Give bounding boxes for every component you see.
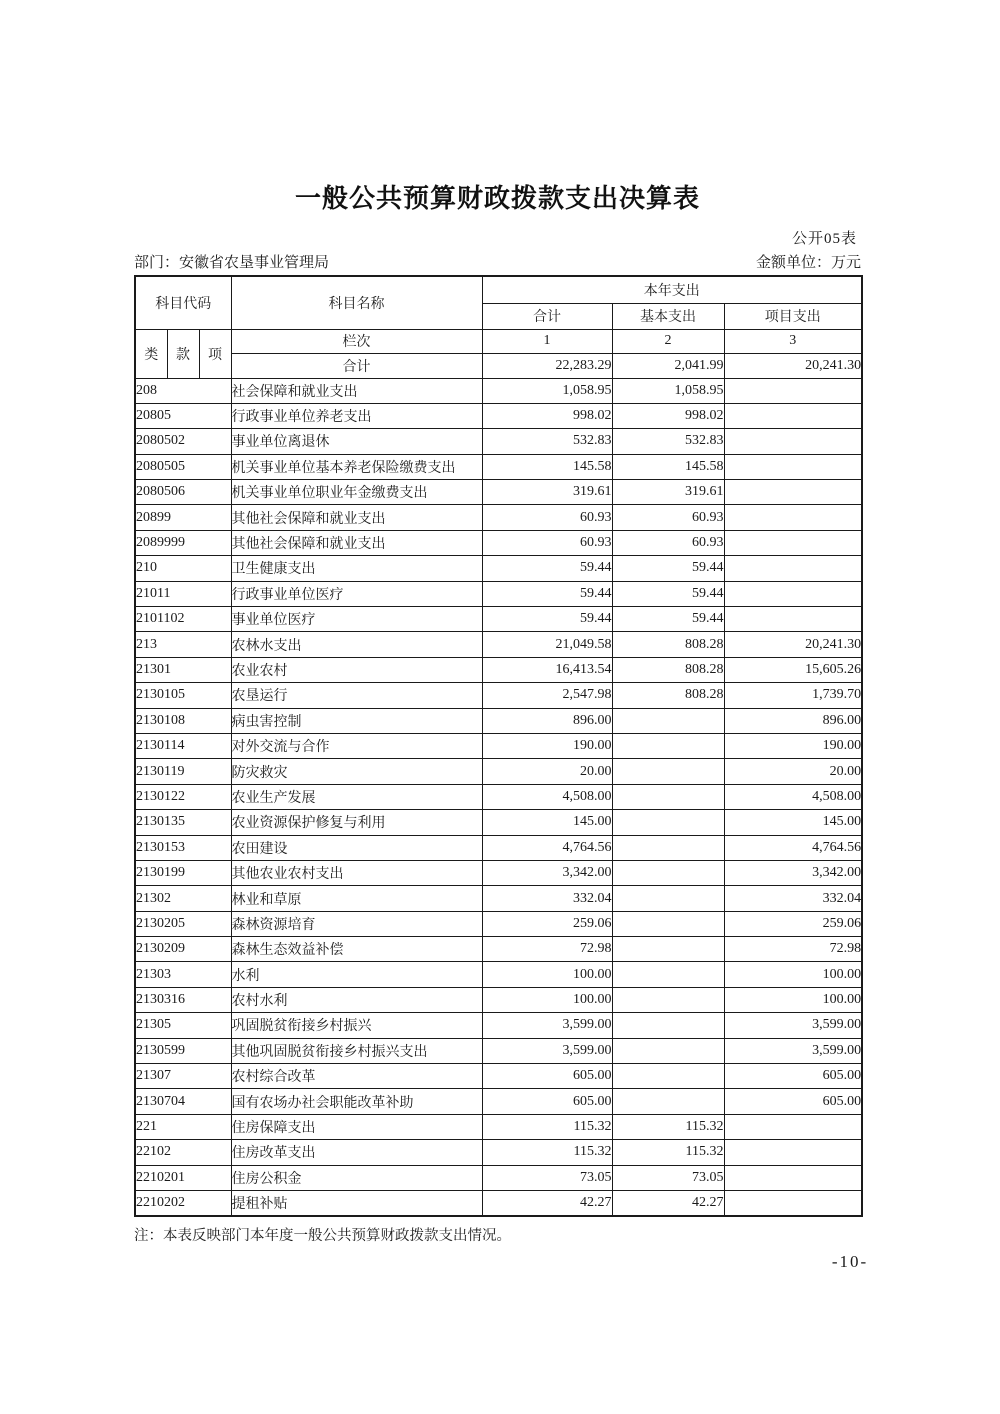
table-row bbox=[135, 708, 862, 733]
total-value-cell: 100.00 bbox=[482, 987, 612, 1012]
table-row bbox=[135, 835, 862, 860]
basic-value-cell: 1,058.95 bbox=[612, 378, 724, 403]
subject-code-cell: 2130108 bbox=[135, 708, 231, 733]
header-class: 类 bbox=[135, 329, 167, 378]
subject-name-cell: 病虫害控制 bbox=[231, 708, 482, 733]
basic-value-cell bbox=[612, 987, 724, 1012]
subject-code-cell: 2130153 bbox=[135, 835, 231, 860]
header-colnum-2: 2 bbox=[612, 329, 724, 353]
subject-code-cell: 2080502 bbox=[135, 429, 231, 454]
subject-code-cell: 2130119 bbox=[135, 759, 231, 784]
header-colnum-3: 3 bbox=[724, 329, 862, 353]
subject-code-cell: 21302 bbox=[135, 886, 231, 911]
subject-code-cell: 2080506 bbox=[135, 480, 231, 505]
header-row-3 bbox=[135, 329, 862, 353]
basic-value-cell bbox=[612, 860, 724, 885]
subject-code-cell: 2130316 bbox=[135, 987, 231, 1012]
subject-name-cell: 农业农村 bbox=[231, 657, 482, 682]
subject-code-cell: 2130599 bbox=[135, 1038, 231, 1063]
table-row bbox=[135, 403, 862, 428]
table-row bbox=[135, 911, 862, 936]
subject-code-cell: 2130122 bbox=[135, 784, 231, 809]
subject-code-cell: 2130205 bbox=[135, 911, 231, 936]
header-section: 款 bbox=[167, 329, 199, 378]
basic-value-cell bbox=[612, 962, 724, 987]
basic-value-cell: 998.02 bbox=[612, 403, 724, 428]
total-value-cell: 3,599.00 bbox=[482, 1038, 612, 1063]
subject-name-cell: 巩固脱贫衔接乡村振兴 bbox=[231, 1013, 482, 1038]
project-value-cell bbox=[724, 607, 862, 632]
total-value-cell: 59.44 bbox=[482, 581, 612, 606]
project-value-cell: 3,599.00 bbox=[724, 1038, 862, 1063]
basic-value-cell: 145.58 bbox=[612, 454, 724, 479]
basic-value-cell bbox=[612, 810, 724, 835]
total-value-cell: 532.83 bbox=[482, 429, 612, 454]
table-row bbox=[135, 1165, 862, 1190]
project-value-cell bbox=[724, 454, 862, 479]
basic-value-cell: 42.27 bbox=[612, 1191, 724, 1216]
table-row bbox=[135, 607, 862, 632]
total-value-cell: 3,599.00 bbox=[482, 1013, 612, 1038]
subject-code-cell: 21011 bbox=[135, 581, 231, 606]
header-row-1 bbox=[135, 276, 862, 303]
table-row bbox=[135, 378, 862, 403]
total-value-cell: 145.58 bbox=[482, 454, 612, 479]
project-value-cell: 4,508.00 bbox=[724, 784, 862, 809]
basic-value-cell bbox=[612, 1089, 724, 1114]
table-row bbox=[135, 429, 862, 454]
subject-code-cell: 221 bbox=[135, 1114, 231, 1139]
header-col-basic: 基本支出 bbox=[612, 303, 724, 329]
total-value-cell: 59.44 bbox=[482, 556, 612, 581]
project-value-cell bbox=[724, 1114, 862, 1139]
total-value-cell: 72.98 bbox=[482, 937, 612, 962]
project-value-cell bbox=[724, 480, 862, 505]
basic-value-cell: 59.44 bbox=[612, 581, 724, 606]
table-row bbox=[135, 1038, 862, 1063]
header-subject-code: 科目代码 bbox=[135, 276, 231, 329]
subject-code-cell: 22102 bbox=[135, 1140, 231, 1165]
total-value-cell: 4,764.56 bbox=[482, 835, 612, 860]
header-subject-name: 科目名称 bbox=[231, 276, 482, 329]
summary-label: 合计 bbox=[231, 353, 482, 378]
total-value-cell: 1,058.95 bbox=[482, 378, 612, 403]
table-row bbox=[135, 556, 862, 581]
project-value-cell: 605.00 bbox=[724, 1064, 862, 1089]
table-body bbox=[135, 378, 862, 1216]
basic-value-cell: 60.93 bbox=[612, 505, 724, 530]
total-value-cell: 21,049.58 bbox=[482, 632, 612, 657]
page-number: -10- bbox=[831, 1252, 869, 1271]
subject-name-cell: 住房保障支出 bbox=[231, 1114, 482, 1139]
total-value-cell: 20.00 bbox=[482, 759, 612, 784]
basic-value-cell bbox=[612, 1064, 724, 1089]
table-row bbox=[135, 632, 862, 657]
table-row bbox=[135, 1114, 862, 1139]
table-row bbox=[135, 1089, 862, 1114]
subject-name-cell: 其他农业农村支出 bbox=[231, 860, 482, 885]
summary-total: 22,283.29 bbox=[482, 353, 612, 378]
subject-code-cell: 2130135 bbox=[135, 810, 231, 835]
total-value-cell: 59.44 bbox=[482, 607, 612, 632]
project-value-cell: 4,764.56 bbox=[724, 835, 862, 860]
table-row bbox=[135, 530, 862, 555]
table-row bbox=[135, 683, 862, 708]
total-value-cell: 100.00 bbox=[482, 962, 612, 987]
table-row bbox=[135, 886, 862, 911]
subject-code-cell: 2130105 bbox=[135, 683, 231, 708]
header-year-expenditure: 本年支出 bbox=[482, 276, 862, 303]
basic-value-cell: 115.32 bbox=[612, 1114, 724, 1139]
subject-name-cell: 其他社会保障和就业支出 bbox=[231, 505, 482, 530]
subject-code-cell: 2089999 bbox=[135, 530, 231, 555]
total-value-cell: 896.00 bbox=[482, 708, 612, 733]
project-value-cell bbox=[724, 530, 862, 555]
subject-code-cell: 21303 bbox=[135, 962, 231, 987]
subject-code-cell: 2130114 bbox=[135, 733, 231, 758]
basic-value-cell bbox=[612, 759, 724, 784]
basic-value-cell bbox=[612, 1038, 724, 1063]
basic-value-cell: 115.32 bbox=[612, 1140, 724, 1165]
project-value-cell bbox=[724, 581, 862, 606]
subject-name-cell: 住房改革支出 bbox=[231, 1140, 482, 1165]
total-value-cell: 16,413.54 bbox=[482, 657, 612, 682]
header-colnum-1: 1 bbox=[482, 329, 612, 353]
table-row bbox=[135, 505, 862, 530]
basic-value-cell: 808.28 bbox=[612, 632, 724, 657]
total-value-cell: 190.00 bbox=[482, 733, 612, 758]
basic-value-cell bbox=[612, 708, 724, 733]
subject-name-cell: 机关事业单位基本养老保险缴费支出 bbox=[231, 454, 482, 479]
project-value-cell: 20,241.30 bbox=[724, 632, 862, 657]
total-value-cell: 319.61 bbox=[482, 480, 612, 505]
table-header-body bbox=[135, 276, 862, 378]
subject-name-cell: 社会保障和就业支出 bbox=[231, 378, 482, 403]
subject-code-cell: 208 bbox=[135, 378, 231, 403]
project-value-cell bbox=[724, 1191, 862, 1216]
project-value-cell: 100.00 bbox=[724, 987, 862, 1012]
basic-value-cell bbox=[612, 835, 724, 860]
basic-value-cell: 319.61 bbox=[612, 480, 724, 505]
project-value-cell: 190.00 bbox=[724, 733, 862, 758]
subject-name-cell: 国有农场办社会职能改革补助 bbox=[231, 1089, 482, 1114]
subject-code-cell: 21301 bbox=[135, 657, 231, 682]
basic-value-cell bbox=[612, 733, 724, 758]
subject-code-cell: 2130704 bbox=[135, 1089, 231, 1114]
basic-value-cell bbox=[612, 937, 724, 962]
table-row bbox=[135, 987, 862, 1012]
table-row bbox=[135, 454, 862, 479]
table-meta-row bbox=[134, 251, 861, 275]
project-value-cell: 605.00 bbox=[724, 1089, 862, 1114]
basic-value-cell bbox=[612, 911, 724, 936]
subject-name-cell: 提租补贴 bbox=[231, 1191, 482, 1216]
subject-name-cell: 事业单位离退休 bbox=[231, 429, 482, 454]
project-value-cell: 20.00 bbox=[724, 759, 862, 784]
project-value-cell: 15,605.26 bbox=[724, 657, 862, 682]
subject-code-cell: 2210202 bbox=[135, 1191, 231, 1216]
project-value-cell: 100.00 bbox=[724, 962, 862, 987]
basic-value-cell: 60.93 bbox=[612, 530, 724, 555]
project-value-cell bbox=[724, 1140, 862, 1165]
table-row bbox=[135, 937, 862, 962]
summary-project: 20,241.30 bbox=[724, 353, 862, 378]
basic-value-cell: 59.44 bbox=[612, 607, 724, 632]
summary-row bbox=[135, 353, 862, 378]
subject-name-cell: 住房公积金 bbox=[231, 1165, 482, 1190]
subject-code-cell: 2130209 bbox=[135, 937, 231, 962]
project-value-cell bbox=[724, 556, 862, 581]
page-title: 一般公共预算财政拨款支出决算表 bbox=[294, 183, 700, 213]
total-value-cell: 259.06 bbox=[482, 911, 612, 936]
total-value-cell: 60.93 bbox=[482, 530, 612, 555]
total-value-cell: 3,342.00 bbox=[482, 860, 612, 885]
subject-name-cell: 森林资源培育 bbox=[231, 911, 482, 936]
table-row bbox=[135, 657, 862, 682]
subject-name-cell: 防灾救灾 bbox=[231, 759, 482, 784]
table-row bbox=[135, 860, 862, 885]
basic-value-cell bbox=[612, 1013, 724, 1038]
project-value-cell: 3,599.00 bbox=[724, 1013, 862, 1038]
subject-name-cell: 农田建设 bbox=[231, 835, 482, 860]
total-value-cell: 605.00 bbox=[482, 1064, 612, 1089]
table-row bbox=[135, 733, 862, 758]
subject-name-cell: 行政事业单位养老支出 bbox=[231, 403, 482, 428]
table-row bbox=[135, 962, 862, 987]
table-row bbox=[135, 1013, 862, 1038]
header-col-total: 合计 bbox=[482, 303, 612, 329]
subject-code-cell: 2130199 bbox=[135, 860, 231, 885]
project-value-cell: 72.98 bbox=[724, 937, 862, 962]
subject-name-cell: 其他社会保障和就业支出 bbox=[231, 530, 482, 555]
table-note: 注：本表反映部门本年度一般公共预算财政拨款支出情况。 bbox=[134, 1227, 511, 1244]
subject-name-cell: 森林生态效益补偿 bbox=[231, 937, 482, 962]
project-value-cell: 896.00 bbox=[724, 708, 862, 733]
basic-value-cell: 73.05 bbox=[612, 1165, 724, 1190]
subject-code-cell: 21307 bbox=[135, 1064, 231, 1089]
total-value-cell: 60.93 bbox=[482, 505, 612, 530]
header-item: 项 bbox=[199, 329, 231, 378]
project-value-cell: 259.06 bbox=[724, 911, 862, 936]
total-value-cell: 4,508.00 bbox=[482, 784, 612, 809]
total-value-cell: 73.05 bbox=[482, 1165, 612, 1190]
subject-name-cell: 行政事业单位医疗 bbox=[231, 581, 482, 606]
table-row bbox=[135, 810, 862, 835]
project-value-cell bbox=[724, 1165, 862, 1190]
table-row bbox=[135, 759, 862, 784]
subject-name-cell: 卫生健康支出 bbox=[231, 556, 482, 581]
subject-name-cell: 农业资源保护修复与利用 bbox=[231, 810, 482, 835]
subject-name-cell: 机关事业单位职业年金缴费支出 bbox=[231, 480, 482, 505]
total-value-cell: 332.04 bbox=[482, 886, 612, 911]
subject-name-cell: 农业生产发展 bbox=[231, 784, 482, 809]
subject-code-cell: 213 bbox=[135, 632, 231, 657]
subject-code-cell: 2080505 bbox=[135, 454, 231, 479]
project-value-cell: 145.00 bbox=[724, 810, 862, 835]
subject-code-cell: 2101102 bbox=[135, 607, 231, 632]
project-value-cell bbox=[724, 505, 862, 530]
basic-value-cell bbox=[612, 886, 724, 911]
subject-name-cell: 对外交流与合作 bbox=[231, 733, 482, 758]
table-row bbox=[135, 1140, 862, 1165]
subject-code-cell: 21305 bbox=[135, 1013, 231, 1038]
subject-name-cell: 农村水利 bbox=[231, 987, 482, 1012]
total-value-cell: 2,547.98 bbox=[482, 683, 612, 708]
total-value-cell: 605.00 bbox=[482, 1089, 612, 1114]
table-row bbox=[135, 784, 862, 809]
table-row bbox=[135, 480, 862, 505]
subject-code-cell: 20805 bbox=[135, 403, 231, 428]
table-row bbox=[135, 581, 862, 606]
header-column-index: 栏次 bbox=[231, 329, 482, 353]
project-value-cell bbox=[724, 378, 862, 403]
basic-value-cell: 808.28 bbox=[612, 657, 724, 682]
project-value-cell bbox=[724, 403, 862, 428]
basic-value-cell bbox=[612, 784, 724, 809]
subject-name-cell: 农垦运行 bbox=[231, 683, 482, 708]
total-value-cell: 42.27 bbox=[482, 1191, 612, 1216]
department-label: 部门：安徽省农垦事业管理局 bbox=[134, 255, 330, 271]
summary-basic: 2,041.99 bbox=[612, 353, 724, 378]
subject-code-cell: 2210201 bbox=[135, 1165, 231, 1190]
total-value-cell: 998.02 bbox=[482, 403, 612, 428]
subject-name-cell: 农村综合改革 bbox=[231, 1064, 482, 1089]
expenditure-table bbox=[134, 275, 863, 1217]
subject-code-cell: 210 bbox=[135, 556, 231, 581]
header-col-project: 项目支出 bbox=[724, 303, 862, 329]
total-value-cell: 115.32 bbox=[482, 1114, 612, 1139]
public-table-label: 公开05表 bbox=[791, 231, 857, 247]
basic-value-cell: 532.83 bbox=[612, 429, 724, 454]
table-row bbox=[135, 1191, 862, 1216]
subject-name-cell: 林业和草原 bbox=[231, 886, 482, 911]
document-content bbox=[134, 0, 861, 1245]
total-value-cell: 145.00 bbox=[482, 810, 612, 835]
basic-value-cell: 808.28 bbox=[612, 683, 724, 708]
subject-name-cell: 其他巩固脱贫衔接乡村振兴支出 bbox=[231, 1038, 482, 1063]
subject-name-cell: 水利 bbox=[231, 962, 482, 987]
subject-code-cell: 20899 bbox=[135, 505, 231, 530]
project-value-cell bbox=[724, 429, 862, 454]
unit-label: 金额单位：万元 bbox=[755, 255, 861, 271]
basic-value-cell: 59.44 bbox=[612, 556, 724, 581]
subject-name-cell: 农林水支出 bbox=[231, 632, 482, 657]
subject-name-cell: 事业单位医疗 bbox=[231, 607, 482, 632]
project-value-cell: 3,342.00 bbox=[724, 860, 862, 885]
total-value-cell: 115.32 bbox=[482, 1140, 612, 1165]
project-value-cell: 1,739.70 bbox=[724, 683, 862, 708]
project-value-cell: 332.04 bbox=[724, 886, 862, 911]
table-row bbox=[135, 1064, 862, 1089]
